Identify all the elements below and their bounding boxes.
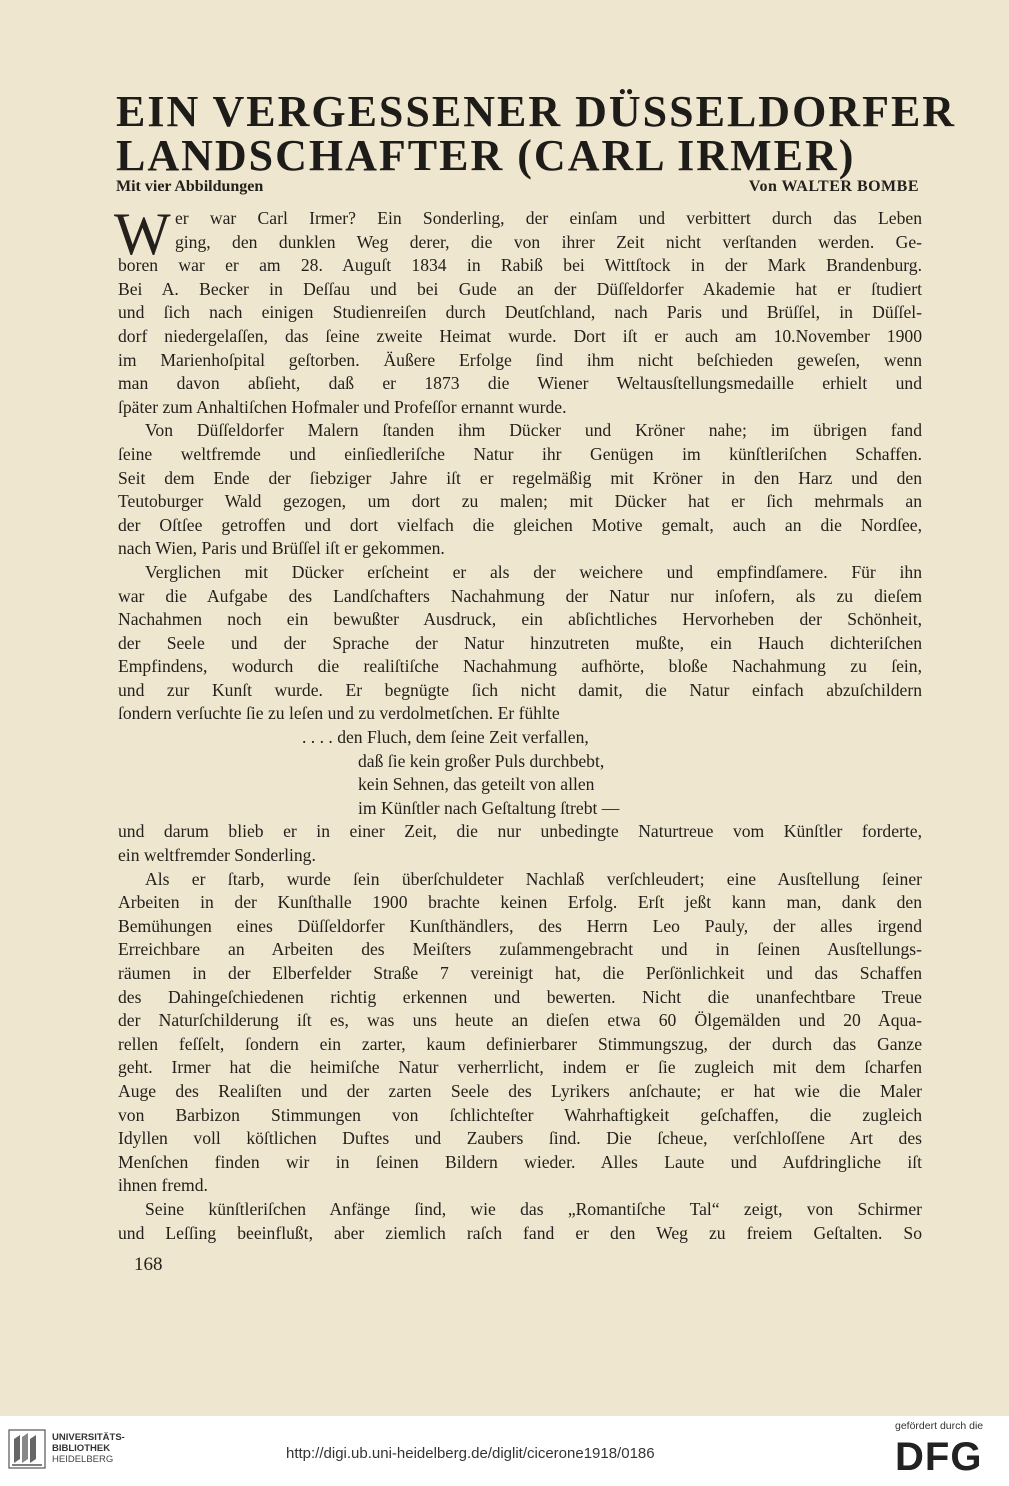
text-line: ſpäter zum Anhaltiſchen Hofmaler und Profeſſor ernannt wurde.: [118, 396, 567, 417]
text-line: er war Carl Irmer? Ein Sonderling, der einſam und verbittert durch das Leben: [175, 208, 922, 228]
illustrations-note: Mit vier Abbildungen: [116, 178, 264, 195]
text-line: der Seele und der Sprache der Natur hinzutreten mußte, ein Hauch dichteriſchen: [118, 632, 922, 653]
library-name-line-3: HEIDELBERG: [52, 1454, 114, 1465]
text-line: ihnen fremd.: [118, 1175, 208, 1196]
text-line: Bei A. Becker in Deſſau und bei Gude an der Düſſeldorfer Akademie hat er ſtudiert: [118, 278, 922, 299]
library-name-line-1: UNIVERSITÄTS-: [52, 1432, 125, 1443]
text-line: Seit dem Ende der ſiebziger Jahre iſt er regelmäßig mit Kröner in den Harz und den: [118, 467, 922, 488]
text-line: Seine künſtleriſchen Anfänge ſind, wie das „Romantiſche Tal“ zeigt, von Schirmer: [145, 1198, 922, 1219]
library-name-line-2: BIBLIOTHEK: [52, 1443, 111, 1454]
text-line: Nachahmen noch ein bewußter Ausdruck, ein abſichtliches Hervorheben der Schönheit,: [118, 609, 922, 630]
permalink-url[interactable]: http://digi.ub.uni-heidelberg.de/diglit/cicerone1918/0186: [286, 1445, 655, 1462]
text-line: von Barbizon Stimmungen von ſchlichteſter Wahrhaftigkeit geſchaffen, die zugleich: [118, 1104, 922, 1125]
article-body: [114, 201, 922, 1245]
text-line: Empfindens, wodurch die realiſtiſche Nachahmung aufhörte, bloße Nachahmung zu ſein,: [118, 656, 922, 677]
author: Von WALTER BOMBE: [748, 178, 919, 195]
text-line: ein weltfremder Sonderling.: [118, 845, 316, 866]
text-line: Arbeiten in der Kunſthalle 1900 brachte keinen Erfolg. Erſt jeßt kann man, dank den: [118, 892, 922, 913]
verse-quote: [118, 726, 922, 820]
verse-line: daß ſie kein großer Puls durchbebt,: [358, 750, 605, 771]
verse-line: kein Sehnen, das geteilt von allen: [358, 774, 595, 795]
text-line: und darum blieb er in einer Zeit, die nur unbedingte Naturtreue vom Künſtler forderte,: [118, 821, 922, 842]
dfg-logo: DFG: [895, 1435, 983, 1479]
text-line: Von Düſſeldorfer Malern ſtanden ihm Dücker und Kröner nahe; im übrigen fand: [145, 420, 922, 441]
text-line: rellen feſſelt, ſondern ein zarter, kaum definierbarer Stimmungszug, der durch das Ganze: [118, 1033, 922, 1054]
page-number: 168: [134, 1254, 163, 1275]
library-name: [52, 1432, 125, 1465]
title-line-1: EIN VERGESSENER DÜSSELDORFER: [116, 87, 957, 136]
text-line: Verglichen mit Dücker erſcheint er als der weichere und empfindſamere. Für ihn: [145, 561, 922, 582]
text-line: Erreichbare an Arbeiten des Meiſters zuſammengebracht und in ſeinen Ausſtellungs-: [118, 939, 922, 960]
title-line-2: LANDSCHAFTER (CARL IRMER): [116, 131, 856, 180]
paragraph-5: [118, 868, 922, 1198]
text-line: dorf niedergelaſſen, das ſeine zweite Heimat wurde. Dort iſt er auch am 10.November 1900: [118, 325, 922, 346]
text-line: Als er ſtarb, wurde ſein überſchuldeter Nachlaß verſchleudert; eine Ausſtellung ſeiner: [145, 868, 922, 889]
article-title: [116, 87, 957, 180]
text-line: ging, den dunklen Weg derer, die von ihrer Zeit nicht verſtanden werden. Ge-: [175, 231, 922, 252]
university-library-logo-icon: [8, 1429, 46, 1469]
text-line: Menſchen finden wir in ſeinen Bildern wieder. Alles Laute und Aufdringliche iſt: [118, 1151, 922, 1172]
text-line: der Oſtſee getroffen und dort vielfach die gleichen Motive gemalt, auch an die Nordſee,: [118, 514, 922, 535]
text-line: im Marienhoſpital geſtorben. Äußere Erfolge ſind ihm nicht beſchieden geweſen, wenn: [118, 349, 922, 370]
text-line: war die Aufgabe des Landſchafters Nachahmung der Natur nur inſofern, als zu dieſem: [118, 585, 922, 606]
text-line: ſondern verſuchte ſie zu leſen und zu verdolmetſchen. Er fühlte: [118, 703, 560, 724]
text-line: der Naturſchilderung iſt es, was uns heute an dieſen etwa 60 Ölgemälden und 20 Aqua-: [118, 1010, 922, 1031]
text-line: Bemühungen eines Düſſeldorfer Kunſthändlers, des Herrn Leo Pauly, der alles irgend: [118, 915, 922, 936]
paragraph-4: [118, 820, 922, 867]
text-line: räumen in der Elberfelder Straße 7 vereinigt hat, die Perſönlichkeit und das Schaffen: [118, 963, 922, 983]
verse-line: . . . . den Fluch, dem ſeine Zeit verfallen,: [302, 727, 589, 748]
text-line: und Leſſing beeinflußt, aber ziemlich raſch fand er den Weg zu freiem Geſtalten. So: [118, 1222, 922, 1243]
drop-cap: W: [114, 201, 171, 267]
text-line: und zur Kunſt wurde. Er begnügte ſich nicht damit, die Natur einfach abzuſchildern: [118, 679, 922, 700]
text-line: und ſich nach einigen Studienreiſen durch Deutſchland, nach Paris und Brüſſel, in Düſſel-: [118, 302, 922, 323]
verse-line: im Künſtler nach Geſtaltung ſtrebt —: [358, 797, 620, 818]
text-line: geht. Irmer hat die heimiſche Natur verherrlicht, indem er ſie zugleich mit dem ſcharfen: [118, 1057, 922, 1078]
text-line: Teutoburger Wald gezogen, um dort zu malen; mit Dücker hat er ſich mehrmals an: [118, 491, 922, 512]
text-line: Idyllen voll köſtlichen Duftes und Zaubers ſind. Die ſcheue, verſchloſſene Art des: [118, 1128, 922, 1149]
paragraph-1: [118, 207, 922, 419]
paragraph-3: [118, 561, 922, 726]
text-line: Auge des Realiſten und der zarten Seele des Lyrikers anſchaute; er hat wie die Maler: [118, 1080, 922, 1101]
text-line: man davon abſieht, daß er 1873 die Wiener Weltausſtellungsmedaille erhielt und: [118, 373, 922, 394]
paragraph-6: [118, 1198, 922, 1245]
text-line: ſeine weltfremde und einſiedleriſche Natur ihr Genügen im künſtleriſchen Schaffen.: [118, 443, 922, 464]
text-line: boren war er am 28. Auguſt 1834 in Rabiß bei Wittſtock in der Mark Brandenburg.: [118, 255, 922, 276]
paragraph-2: [118, 419, 922, 561]
text-line: nach Wien, Paris und Brüſſel iſt er gekommen.: [118, 538, 445, 559]
funding-note: gefördert durch die: [895, 1420, 984, 1432]
text-line: des Dahingeſchiedenen richtig erkennen und bewerten. Nicht die unanfechtbare Treue: [118, 986, 922, 1007]
